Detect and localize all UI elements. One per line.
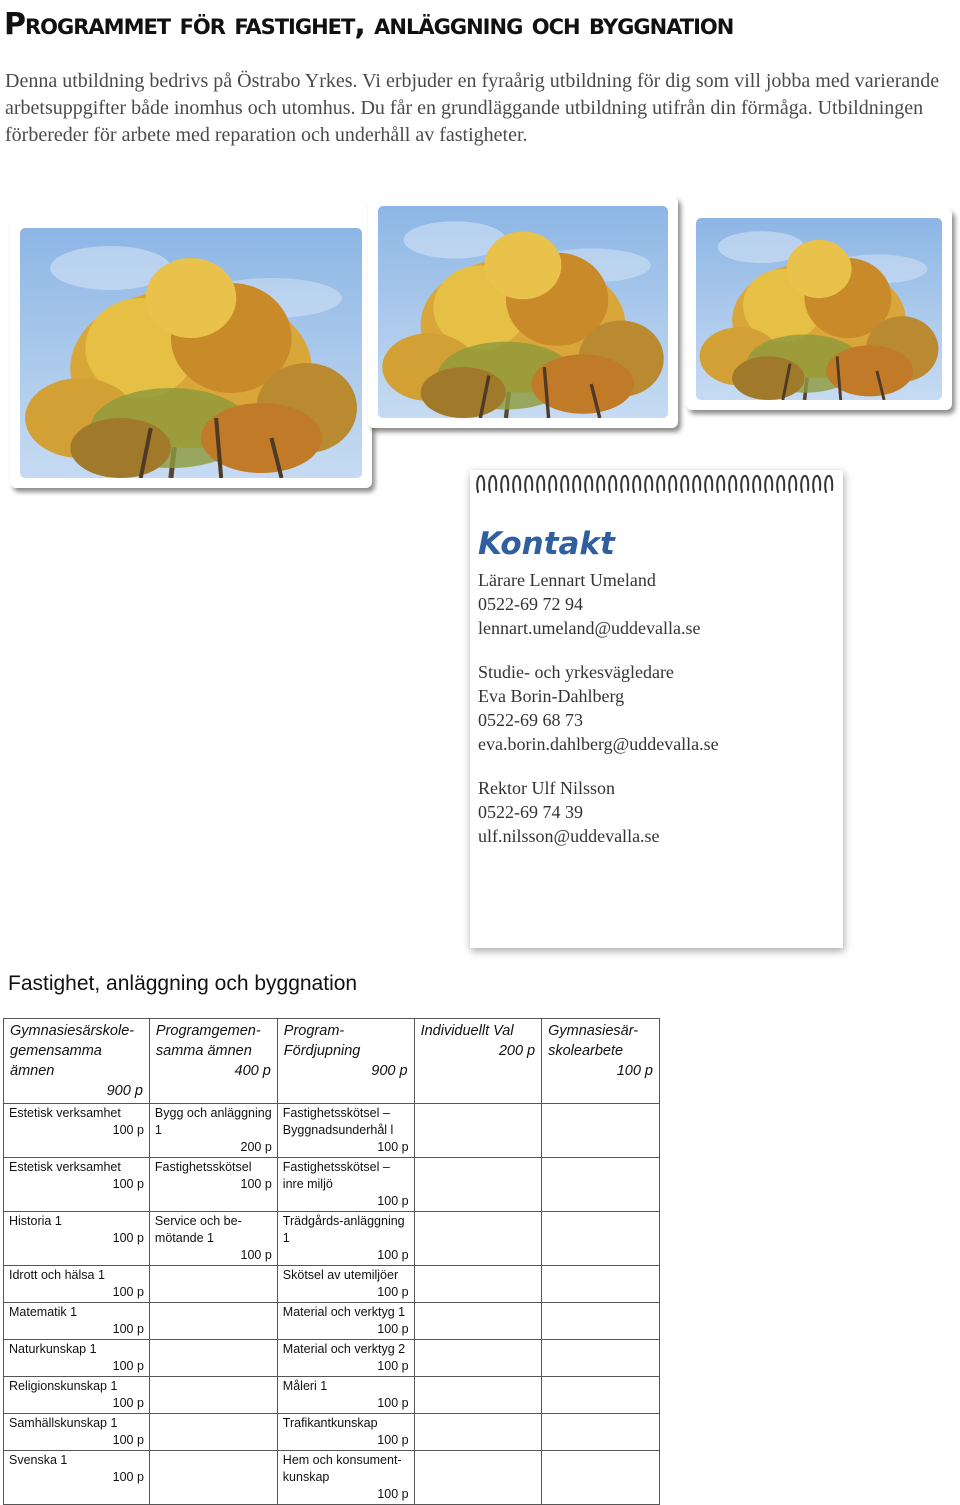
- table-cell: [277, 1340, 414, 1377]
- table-cell: [4, 1158, 150, 1212]
- course-name: Estetisk verksamhet: [9, 1106, 121, 1120]
- table-cell: [4, 1377, 150, 1414]
- course-name: Svenska 1: [9, 1453, 68, 1467]
- table-cell: [149, 1303, 277, 1340]
- table-cell: [542, 1303, 660, 1340]
- table-row: [4, 1377, 660, 1414]
- table-cell: [414, 1414, 542, 1451]
- header-cell: [277, 1019, 414, 1104]
- header-points: 100 p: [616, 1063, 653, 1079]
- header-label: Individuellt Val: [420, 1023, 514, 1039]
- tree-photo-right: [686, 208, 952, 410]
- course-name: Måleri 1: [282, 1379, 328, 1393]
- course-name: Bygg och anläggning 1: [154, 1106, 272, 1137]
- table-cell: [149, 1158, 277, 1212]
- course-points: 100 p: [377, 1487, 409, 1501]
- header-label: Gymnasiesär-skolearbete: [548, 1023, 639, 1059]
- table-row: [4, 1104, 660, 1158]
- table-row: [4, 1451, 660, 1505]
- course-name: Idrott och hälsa 1: [9, 1268, 105, 1282]
- course-points: 100 p: [240, 1177, 272, 1191]
- table-cell: [542, 1451, 660, 1505]
- table-cell: [4, 1212, 150, 1266]
- table-cell: [277, 1158, 414, 1212]
- table-cell: [4, 1266, 150, 1303]
- header-cell: [542, 1019, 660, 1104]
- table-row: [4, 1212, 660, 1266]
- course-name: Trafikantkunskap: [282, 1416, 378, 1430]
- contact-phone: 0522-69 68 73: [478, 710, 583, 730]
- table-cell: [4, 1104, 150, 1158]
- course-points: 100 p: [377, 1359, 409, 1373]
- course-points: 100 p: [112, 1433, 144, 1447]
- header-points: 900 p: [106, 1083, 143, 1099]
- table-cell: [542, 1340, 660, 1377]
- course-points: 100 p: [112, 1322, 144, 1336]
- table-cell: [277, 1414, 414, 1451]
- table-cell: [277, 1212, 414, 1266]
- header-label: Programgemen-samma ämnen: [155, 1023, 261, 1059]
- course-points: 100 p: [112, 1470, 144, 1484]
- table-cell: [414, 1212, 542, 1266]
- table-cell: [149, 1340, 277, 1377]
- contact-email-link[interactable]: ulf.nilsson@uddevalla.se: [478, 826, 660, 846]
- table-cell: [414, 1266, 542, 1303]
- table-row: [4, 1158, 660, 1212]
- course-name: Service och be-mötande 1: [154, 1214, 242, 1245]
- contact-line: Lärare Lennart Umeland: [478, 570, 656, 590]
- contact-line: Eva Borin-Dahlberg: [478, 686, 625, 706]
- table-cell: [414, 1377, 542, 1414]
- table-cell: [542, 1158, 660, 1212]
- course-name: Skötsel av utemiljöer: [282, 1268, 399, 1282]
- header-points: 400 p: [234, 1063, 271, 1079]
- course-name: Hem och konsument-kunskap: [282, 1453, 402, 1484]
- course-points: 100 p: [112, 1359, 144, 1373]
- contact-phone: 0522-69 74 39: [478, 802, 583, 822]
- course-name: Fastighetsskötsel: [154, 1160, 252, 1174]
- table-cell: [149, 1104, 277, 1158]
- course-name: Naturkunskap 1: [9, 1342, 97, 1356]
- contact-counselor: [478, 660, 719, 756]
- course-points: 100 p: [377, 1433, 409, 1447]
- contact-line: Rektor Ulf Nilsson: [478, 778, 615, 798]
- intro-paragraph: Denna utbildning bedrivs på Östrabo Yrkes. Vi erbjuder en fyraårig utbildning för dig som vill jobba med varierande arbetsuppgifter både inomhus och utomhus. Du får en grundläggande utbildning utifrån din förmåga. Utbildningen förbereder för arbete med reparation och underhåll av fastigheter.: [5, 70, 940, 146]
- course-points: 100 p: [112, 1396, 144, 1410]
- header-cell: [4, 1019, 150, 1104]
- table-cell: [277, 1377, 414, 1414]
- course-name: Fastighetsskötsel – Byggnadsunderhål l: [282, 1106, 394, 1137]
- table-cell: [542, 1266, 660, 1303]
- table-cell: [277, 1104, 414, 1158]
- contact-heading: Kontakt: [478, 526, 615, 562]
- table-cell: [542, 1377, 660, 1414]
- course-name: Samhällskunskap 1: [9, 1416, 118, 1430]
- table-cell: [4, 1340, 150, 1377]
- table-cell: [277, 1266, 414, 1303]
- table-row: [4, 1340, 660, 1377]
- course-points: 100 p: [240, 1248, 272, 1262]
- course-points: 100 p: [112, 1177, 144, 1191]
- header-points: 900 p: [371, 1063, 408, 1079]
- tree-image: [696, 218, 942, 400]
- table-row: [4, 1414, 660, 1451]
- course-points: 100 p: [112, 1285, 144, 1299]
- header-cell: [149, 1019, 277, 1104]
- table-cell: [542, 1104, 660, 1158]
- header-label: Program-Fördjupning: [283, 1023, 361, 1059]
- contact-teacher: [478, 568, 719, 640]
- tree-image: [378, 206, 668, 418]
- table-cell: [414, 1303, 542, 1340]
- table-cell: [277, 1451, 414, 1505]
- course-points: 200 p: [240, 1140, 272, 1154]
- plan-title: Fastighet, anläggning och byggnation: [8, 972, 358, 995]
- course-points: 100 p: [377, 1285, 409, 1299]
- table-cell: [4, 1303, 150, 1340]
- course-name: Religionskunskap 1: [9, 1379, 118, 1393]
- table-cell: [542, 1212, 660, 1266]
- table-cell: [4, 1451, 150, 1505]
- table-row: [4, 1266, 660, 1303]
- course-name: Estetisk verksamhet: [9, 1160, 121, 1174]
- course-name: Fastighetsskötsel – inre miljö: [282, 1160, 390, 1191]
- tree-photo-left: [10, 218, 372, 488]
- table-cell: [149, 1266, 277, 1303]
- contact-email-link[interactable]: eva.borin.dahlberg@uddevalla.se: [478, 734, 719, 754]
- course-name: Trädgårds-anläggning 1: [282, 1214, 405, 1245]
- course-points: 100 p: [377, 1322, 409, 1336]
- header-label: Gymnasiesärskole-gemensamma ämnen: [10, 1023, 135, 1079]
- table-header-row: [4, 1019, 660, 1104]
- header-cell: [414, 1019, 542, 1104]
- table-cell: [414, 1104, 542, 1158]
- table-row: [4, 1303, 660, 1340]
- table-cell: [149, 1377, 277, 1414]
- contact-email-link[interactable]: lennart.umeland@uddevalla.se: [478, 618, 701, 638]
- course-points: 100 p: [112, 1231, 144, 1245]
- table-body: [4, 1104, 660, 1505]
- table-cell: [149, 1451, 277, 1505]
- table-cell: [414, 1158, 542, 1212]
- contact-section: [478, 524, 719, 868]
- header-points: 200 p: [498, 1043, 536, 1059]
- spiral-binding-icon: [470, 464, 843, 500]
- table-cell: [414, 1451, 542, 1505]
- table-cell: [414, 1340, 542, 1377]
- table-cell: [149, 1414, 277, 1451]
- course-points: 100 p: [377, 1396, 409, 1410]
- tree-image: [20, 228, 362, 478]
- table-cell: [277, 1303, 414, 1340]
- table-cell: [149, 1212, 277, 1266]
- contact-phone: 0522-69 72 94: [478, 594, 583, 614]
- course-points: 100 p: [377, 1194, 409, 1208]
- course-name: Historia 1: [9, 1214, 62, 1228]
- course-points: 100 p: [377, 1248, 409, 1262]
- course-plan-table: [3, 1018, 660, 1505]
- course-points: 100 p: [377, 1140, 409, 1154]
- course-points: 100 p: [112, 1123, 144, 1137]
- page-title: Programmet för fastighet, anläggning och byggnation: [4, 7, 734, 42]
- contact-line: Studie- och yrkesvägledare: [478, 662, 674, 682]
- table-cell: [4, 1414, 150, 1451]
- course-name: Material och verktyg 2: [282, 1342, 406, 1356]
- table-cell: [542, 1414, 660, 1451]
- course-name: Matematik 1: [9, 1305, 78, 1319]
- contact-principal: [478, 776, 719, 848]
- tree-photo-middle: [368, 196, 678, 428]
- course-name: Material och verktyg 1: [282, 1305, 406, 1319]
